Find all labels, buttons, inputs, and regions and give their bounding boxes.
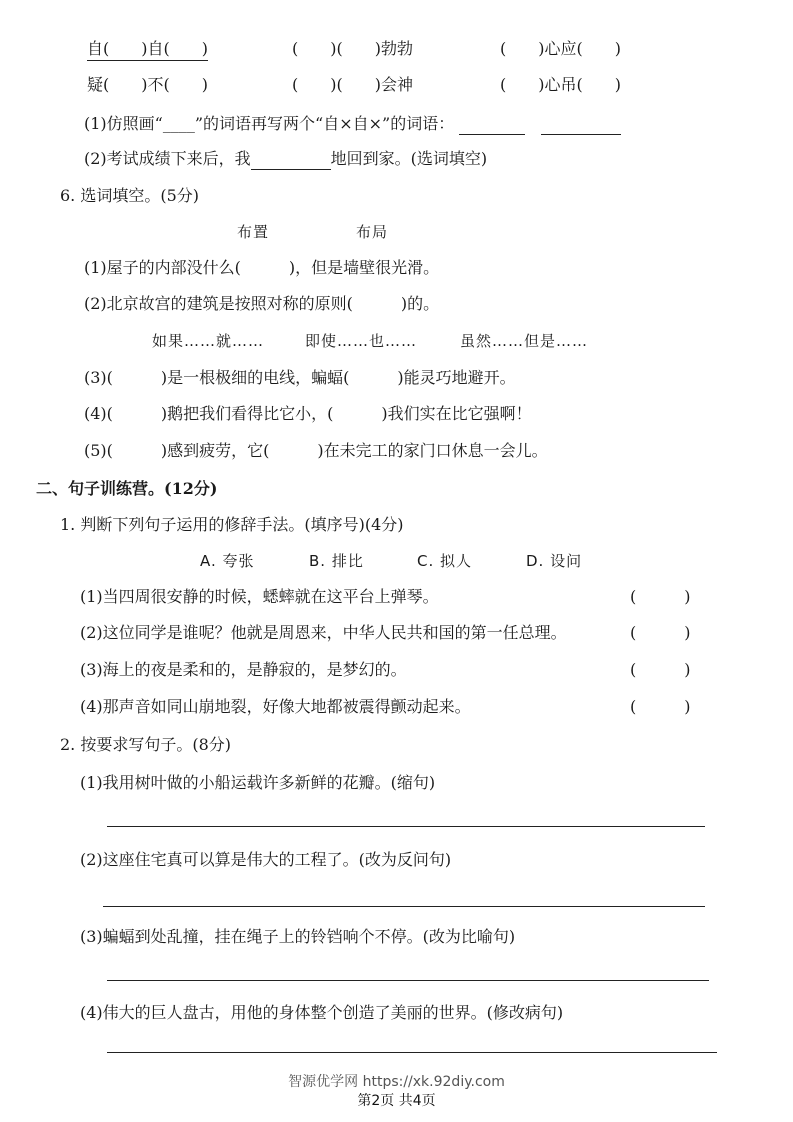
idiom-row-1-col-b: ( )( )勃勃 [292, 39, 413, 58]
rewrite-item-1: (1)我用树叶做的小船运载许多新鲜的花瓣。(缩句) [80, 773, 436, 792]
idiom-underlined: 自( )自( ) [87, 38, 208, 61]
answer-line[interactable] [103, 906, 705, 907]
q5-sub2-prefix: (2)考试成绩下来后，我 [84, 149, 251, 168]
answer-paren[interactable]: ( ) [630, 660, 691, 679]
q6-sentence-3: (3)( )是一根极细的电线，蝙蝠( )能灵巧地避开。 [84, 368, 516, 387]
rhetoric-option: B. 排比 [309, 552, 364, 570]
answer-line[interactable] [107, 980, 709, 981]
rhetoric-item-1: (1)当四周很安静的时候，蟋蟀就在这平台上弹琴。 [80, 587, 439, 606]
rhetoric-item-3: (3)海上的夜是柔和的，是静寂的，是梦幻的。 [80, 660, 407, 679]
watermark: 智源优学网 https://xk.92diy.com [288, 1074, 505, 1090]
q6-sentence-4: (4)( )鹅把我们看得比它小，( )我们实在比它强啊！ [84, 404, 532, 423]
q5-sub2 [84, 148, 487, 170]
q6-sentence-2: (2)北京故宫的建筑是按照对称的原则( )的。 [84, 294, 440, 313]
idiom-row-2-col-a: 疑( )不( ) [87, 75, 208, 94]
conjunction-option: 即使……也…… [305, 332, 418, 350]
rewrite-item-3: (3)蝙蝠到处乱撞，挂在绳子上的铃铛响个不停。(改为比喻句) [80, 927, 516, 946]
conjunction-option: 如果……就…… [152, 332, 265, 350]
answer-blank[interactable] [459, 118, 525, 135]
q5-sub2-suffix: 地回到家。(选词填空) [330, 149, 488, 168]
q6-sentence-1: (1)屋子的内部没什么( )，但是墙壁很光滑。 [84, 258, 440, 277]
section-2-title: 二、句子训练营。(12分) [36, 479, 218, 498]
conjunction-option: 虽然……但是…… [460, 332, 589, 350]
answer-blank[interactable] [251, 153, 331, 170]
q5-sub1 [84, 113, 621, 135]
idiom-row-1-col-c: ( )心应( ) [500, 39, 621, 58]
word-option: 布置 [237, 223, 270, 241]
answer-line[interactable] [107, 1052, 717, 1053]
q1-title: 1. 判断下列句子运用的修辞手法。(填序号)(4分) [60, 515, 404, 534]
answer-paren[interactable]: ( ) [630, 623, 691, 642]
answer-paren[interactable]: ( ) [630, 587, 691, 606]
word-option: 布局 [356, 223, 389, 241]
rhetoric-option: D. 设问 [526, 552, 583, 570]
answer-line[interactable] [107, 826, 705, 827]
rewrite-item-2: (2)这座住宅真可以算是伟大的工程了。(改为反问句) [80, 850, 452, 869]
q2-title: 2. 按要求写句子。(8分) [60, 735, 232, 754]
rhetoric-item-4: (4)那声音如同山崩地裂，好像大地都被震得颤动起来。 [80, 697, 471, 716]
rhetoric-item-2: (2)这位同学是谁呢？他就是周恩来，中华人民共和国的第一任总理。 [80, 623, 567, 642]
idiom-row-2-col-b: ( )( )会神 [292, 75, 413, 94]
rewrite-item-4: (4)伟大的巨人盘古，用他的身体整个创造了美丽的世界。(修改病句) [80, 1003, 564, 1022]
q5-sub1-text: (1)仿照画“____”的词语再写两个“自×自×”的词语： [84, 114, 455, 133]
page-number: 第2页 共4页 [357, 1093, 436, 1109]
idiom-row-2-col-c: ( )心吊( ) [500, 75, 621, 94]
answer-blank[interactable] [541, 118, 621, 135]
q6-sentence-5: (5)( )感到疲劳，它( )在未完工的家门口休息一会儿。 [84, 441, 548, 460]
idiom-row-1-col-a [87, 38, 208, 61]
rhetoric-option: C. 拟人 [417, 552, 473, 570]
answer-paren[interactable]: ( ) [630, 697, 691, 716]
q6-title: 6. 选词填空。(5分) [60, 186, 200, 205]
rhetoric-option: A. 夸张 [200, 552, 255, 570]
